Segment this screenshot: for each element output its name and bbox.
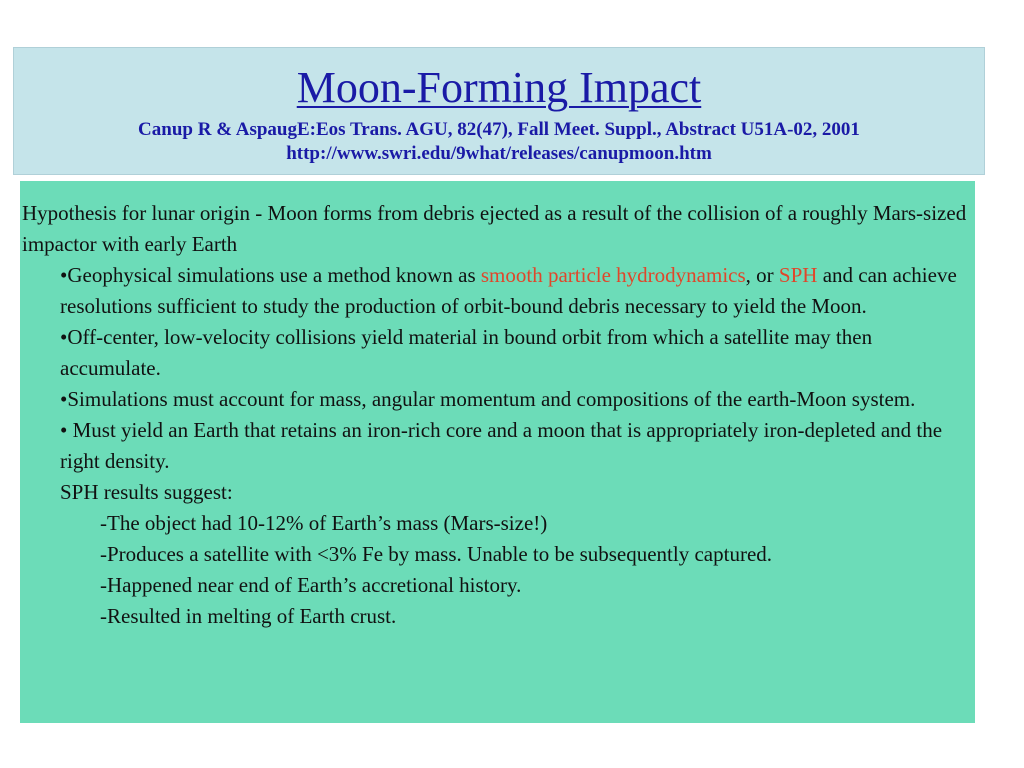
sph-acronym-highlight: SPH [778,263,818,287]
result-item: -Produces a satellite with <3% Fe by mass. Unable to be subsequently captured. [100,542,773,566]
title-banner [13,47,985,175]
result-item: -The object had 10-12% of Earth’s mass (Mars-size!) [100,511,548,535]
citation-text: Canup R & AspaugE:Eos Trans. AGU, 82(47), Fall Meet. Suppl., Abstract U51A-02, 2001 [138,119,860,140]
intro-paragraph: Hypothesis for lunar origin - Moon forms from debris ejected as a result of the collision of a roughly Mars-sized impactor with early Earth [22,201,967,256]
sph-term-highlight: smooth particle hydrodynamics [480,263,746,287]
bullet-sph-prefix: •Geophysical simulations use a method known as [60,263,481,287]
bullet-iron-core: • Must yield an Earth that retains an iron-rich core and a moon that is appropriately iron-depleted and the right density. [60,418,943,473]
result-item: -Happened near end of Earth’s accretional history. [100,573,522,597]
bullet-sph-middle: , or [745,263,779,287]
bullet-off-center: •Off-center, low-velocity collisions yield material in bound orbit from which a satellite may then accumulate. [60,325,873,380]
bullet-simulations: •Simulations must account for mass, angular momentum and compositions of the earth-Moon system. [60,387,916,411]
content-panel [20,181,975,723]
result-item: -Resulted in melting of Earth crust. [100,604,397,628]
bullet-sph-method [20,260,975,322]
results-heading: SPH results suggest: [60,480,233,504]
bullet-sph-suffix: and can achieve resolutions sufficient to study the production of orbit-bound debris necessary to yield the Moon. [60,263,957,318]
slide-title: Moon-Forming Impact [296,63,702,112]
source-url[interactable]: http://www.swri.edu/9what/releases/canupmoon.htm [286,143,712,164]
